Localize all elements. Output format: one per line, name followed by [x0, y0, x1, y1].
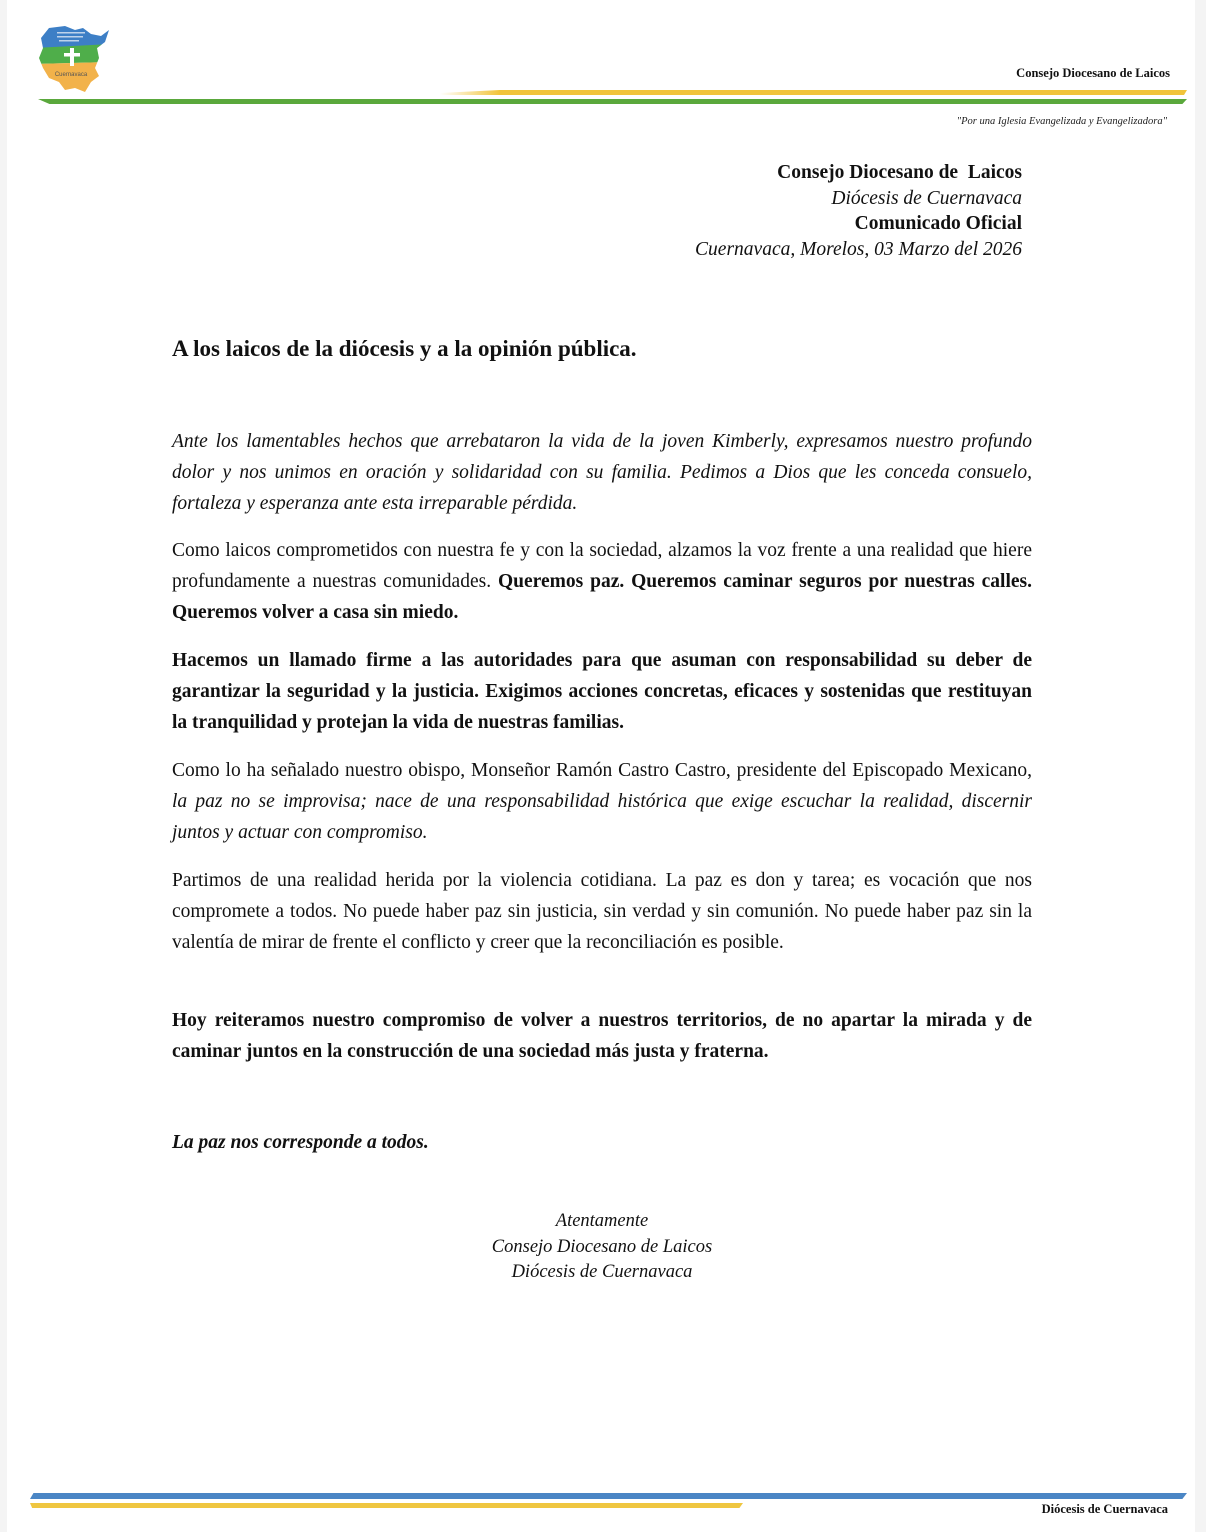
logo-label: Cuernavaca [54, 72, 88, 78]
closing-statement: La paz nos corresponde a todos. [172, 1132, 429, 1153]
footer-blue-divider [30, 1493, 1187, 1499]
header-green-divider [38, 99, 1187, 104]
header-motto: "Por una Iglesia Evangelizada y Evangelizadora" [956, 116, 1167, 127]
meta-document-type: Comunicado Oficial [854, 213, 1022, 234]
paragraph-bishop-quote-citation: la paz no se improvisa; nace de una responsabilidad histórica que exige escuchar la realidad, discernir juntos y actuar con compromiso. [172, 791, 1032, 843]
meta-organization: Consejo Diocesano de Laicos [777, 162, 1022, 183]
paragraph-bishop-quote-text: Como lo ha señalado nuestro obispo, Monseñor Ramón Castro Castro, presidente del Episcopado Mexicano, [172, 760, 1032, 781]
paragraph-commitment: Hoy reiteramos nuestro compromiso de volver a nuestros territorios, de no apartar la mirada y de caminar juntos en la construcción de una sociedad más justa y fraterna. [172, 1010, 1032, 1062]
signature-diocese: Diócesis de Cuernavaca [511, 1262, 693, 1282]
footer-diocese: Diócesis de Cuernavaca [1041, 1502, 1168, 1516]
letterhead-block [695, 160, 1022, 262]
paragraph-condolences: Ante los lamentables hechos que arrebataron la vida de la joven Kimberly, expresamos nuestro profundo dolor y nos unimos en oración y solidaridad con su familia. Pedimos a Dios que les conceda consuelo, fortaleza y esperanza ante esta irreparable pérdida. [172, 431, 1032, 514]
paragraph-call-for-peace-emphasis: Queremos paz. Queremos caminar seguros por nuestras calles. Queremos volver a casa sin miedo. [172, 571, 1032, 623]
meta-place-date: Cuernavaca, Morelos, 03 Marzo del 2026 [695, 238, 1022, 260]
signature-valediction: Atentamente [555, 1211, 649, 1231]
header-yellow-divider [440, 90, 1187, 95]
salutation-heading: A los laicos de la diócesis y a la opinión pública. [172, 336, 637, 361]
signature-organization: Consejo Diocesano de Laicos [491, 1236, 713, 1257]
meta-diocese: Diócesis de Cuernavaca [831, 187, 1022, 209]
paragraph-wounded-reality: Partimos de una realidad herida por la violencia cotidiana. La paz es don y tarea; es vocación que nos compromete a todos. No puede haber paz sin justicia, sin verdad y sin comunión. No puede haber paz sin la valentía de mirar de frente el conflicto y creer que la reconciliación es posible. [172, 870, 1032, 953]
signature-block [407, 1209, 797, 1286]
diocese-logo [35, 24, 111, 96]
paragraph-call-for-peace [172, 535, 1032, 628]
header-organization: Consejo Diocesano de Laicos [1016, 66, 1170, 80]
document-page [7, 0, 1195, 1532]
paragraph-call-to-authorities: Hacemos un llamado firme a las autoridades para que asuman con responsabilidad su deber de garantizar la seguridad y la justicia. Exigimos acciones concretas, eficaces y sostenidas que restituyan la tranquilidad y protejan la vida de nuestras familias. [172, 650, 1032, 733]
paragraph-call-for-peace-text: Como laicos comprometidos con nuestra fe y con la sociedad, alzamos la voz frente a una realidad que hiere profundamente a nuestras comunidades. [172, 540, 1032, 592]
paragraph-bishop-quote [172, 755, 1032, 848]
footer-yellow-divider [30, 1503, 743, 1508]
map-cross-logo-icon [35, 24, 111, 96]
